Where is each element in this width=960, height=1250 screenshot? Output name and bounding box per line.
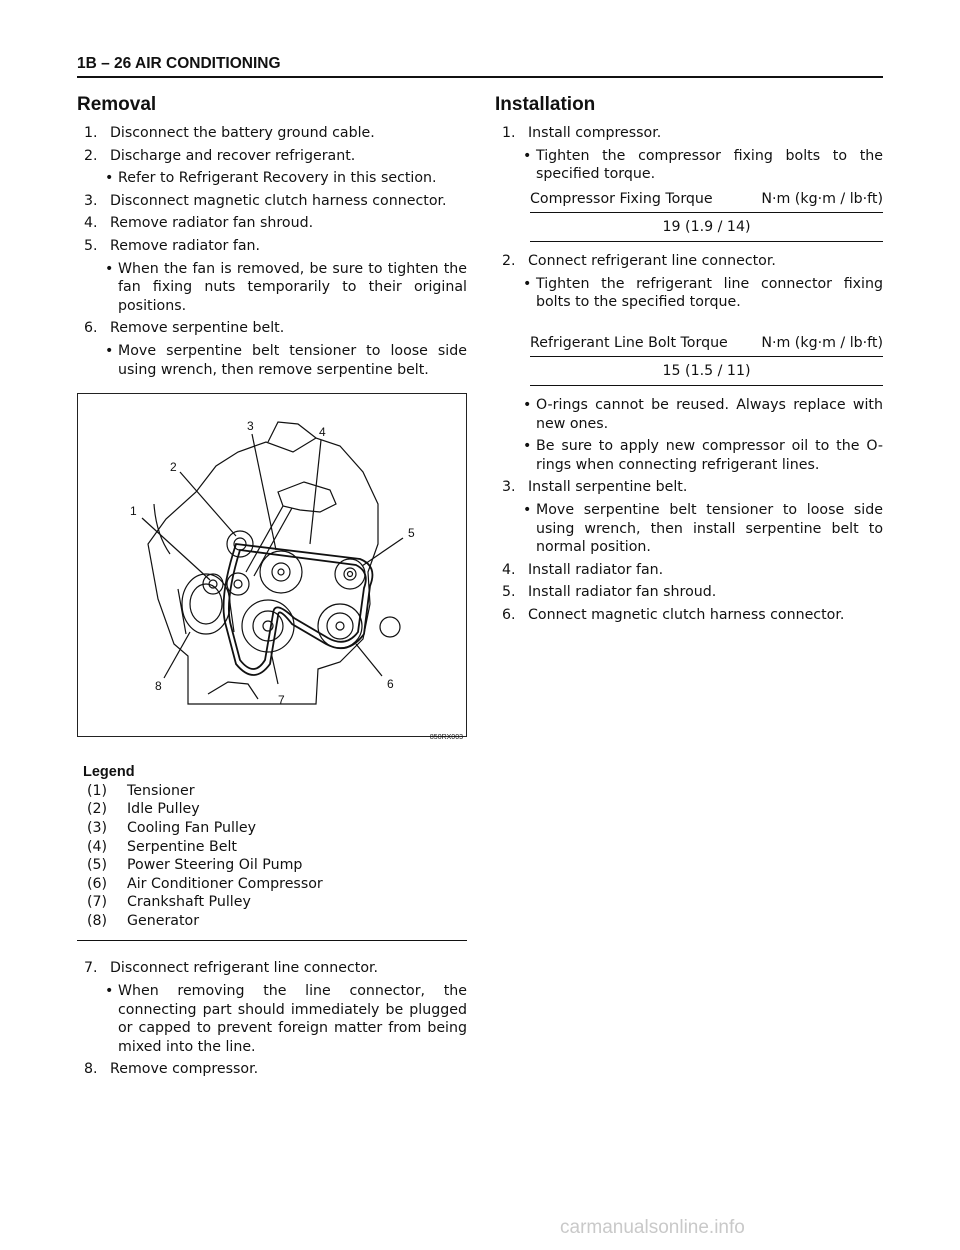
install-step-4: 4. Install radiator fan. (502, 561, 664, 578)
bullet-icon: • (105, 983, 114, 1000)
legend-item: (4) Serpentine Belt (87, 838, 237, 855)
engine-belt-diagram (77, 393, 467, 741)
install-bullet-belt: • Move serpentine belt tensioner to loose side using wrench, then install serpentine belt to normal position. (523, 501, 883, 556)
callout-1: 1 (130, 504, 137, 519)
callout-7: 7 (278, 693, 285, 708)
engine-belt-illustration (78, 394, 466, 736)
legend-item: (1) Tensioner (87, 782, 195, 799)
legend-item: (3) Cooling Fan Pulley (87, 819, 257, 836)
bullet-icon: • (105, 342, 114, 359)
callout-4: 4 (319, 425, 326, 440)
removal-step-2: 2. Discharge and recover refrigerant. (84, 147, 356, 164)
line-bolt-torque-spec (530, 334, 883, 386)
spec-value: 15 (1.5 / 11) (530, 357, 883, 386)
spec-unit: N·m (kg·m / lb·ft) (761, 190, 883, 207)
callout-5: 5 (408, 526, 415, 541)
spec-label: Compressor Fixing Torque (530, 190, 713, 207)
install-step-2: 2. Connect refrigerant line connector. (502, 252, 776, 269)
removal-bullet-belt: • Move serpentine belt tensioner to loose side using wrench, then remove serpentine belt. (105, 342, 467, 378)
install-bullet-oil: • Be sure to apply new compressor oil to the O-rings when connecting refrigerant lines. (523, 438, 883, 473)
callout-3: 3 (247, 419, 254, 434)
install-step-6: 6. Connect magnetic clutch harness connector. (502, 606, 845, 623)
legend-item: (7) Crankshaft Pulley (87, 894, 251, 911)
removal-step-1: 1. Disconnect the battery ground cable. (84, 125, 375, 141)
bullet-icon: • (105, 260, 114, 277)
legend-item: (8) Generator (87, 912, 200, 929)
watermark: carmanualsonline.info (560, 1217, 745, 1238)
bullet-icon: • (523, 438, 532, 455)
legend-item: (5) Power Steering Oil Pump (87, 857, 303, 874)
callout-2: 2 (170, 460, 177, 475)
spec-value: 19 (1.9 / 14) (530, 213, 883, 242)
legend (83, 763, 467, 930)
bullet-icon: • (523, 501, 532, 518)
removal-bullet-line: • When removing the line connector, the connecting part should immediately be plugged or capped to prevent foreign matter from being mixed into the line. (105, 983, 467, 1055)
install-bullet-orings: • O-rings cannot be reused. Always replace with new ones. (523, 396, 883, 432)
compressor-torque-spec (530, 190, 883, 242)
callout-6: 6 (387, 677, 394, 692)
bullet-icon: • (523, 275, 532, 292)
bullet-icon: • (105, 170, 114, 187)
section-divider (77, 940, 467, 941)
removal-bullet-refrigerant: • Refer to Refrigerant Recovery in this section. (105, 170, 437, 187)
callout-8: 8 (155, 679, 162, 694)
removal-bullet-fan: • When the fan is removed, be sure to tighten the fan fixing nuts temporarily to their original positions. (105, 260, 467, 314)
installation-title: Installation (495, 94, 596, 115)
legend-item: (2) Idle Pulley (87, 801, 200, 818)
legend-item: (6) Air Conditioner Compressor (87, 875, 323, 892)
spec-unit: N·m (kg·m / lb·ft) (761, 334, 883, 351)
figure-id: 850RX003 (429, 733, 463, 741)
install-bullet-compressor: • Tighten the compressor fixing bolts to the specified torque. (523, 147, 883, 183)
removal-title: Removal (77, 94, 157, 115)
removal-step-3: 3. Disconnect magnetic clutch harness connector. (84, 192, 447, 209)
install-step-5: 5. Install radiator fan shroud. (502, 584, 717, 601)
removal-section (77, 94, 467, 1083)
removal-step-8: 8. Remove compressor. (84, 1061, 259, 1078)
install-step-3: 3. Install serpentine belt. (502, 479, 688, 496)
removal-step-6: 6. Remove serpentine belt. (84, 320, 285, 337)
page-header: 1B – 26 AIR CONDITIONING (77, 55, 883, 78)
installation-section (495, 94, 883, 628)
bullet-icon: • (523, 396, 532, 413)
removal-step-5: 5. Remove radiator fan. (84, 237, 261, 254)
removal-step-7: 7. Disconnect refrigerant line connector. (84, 960, 379, 977)
install-bullet-line: • Tighten the refrigerant line connector fixing bolts to the specified torque. (523, 275, 883, 311)
legend-title: Legend (83, 764, 135, 781)
removal-step-4: 4. Remove radiator fan shroud. (84, 215, 314, 232)
spec-label: Refrigerant Line Bolt Torque (530, 334, 728, 351)
install-step-1: 1. Install compressor. (502, 125, 662, 141)
bullet-icon: • (523, 147, 532, 164)
